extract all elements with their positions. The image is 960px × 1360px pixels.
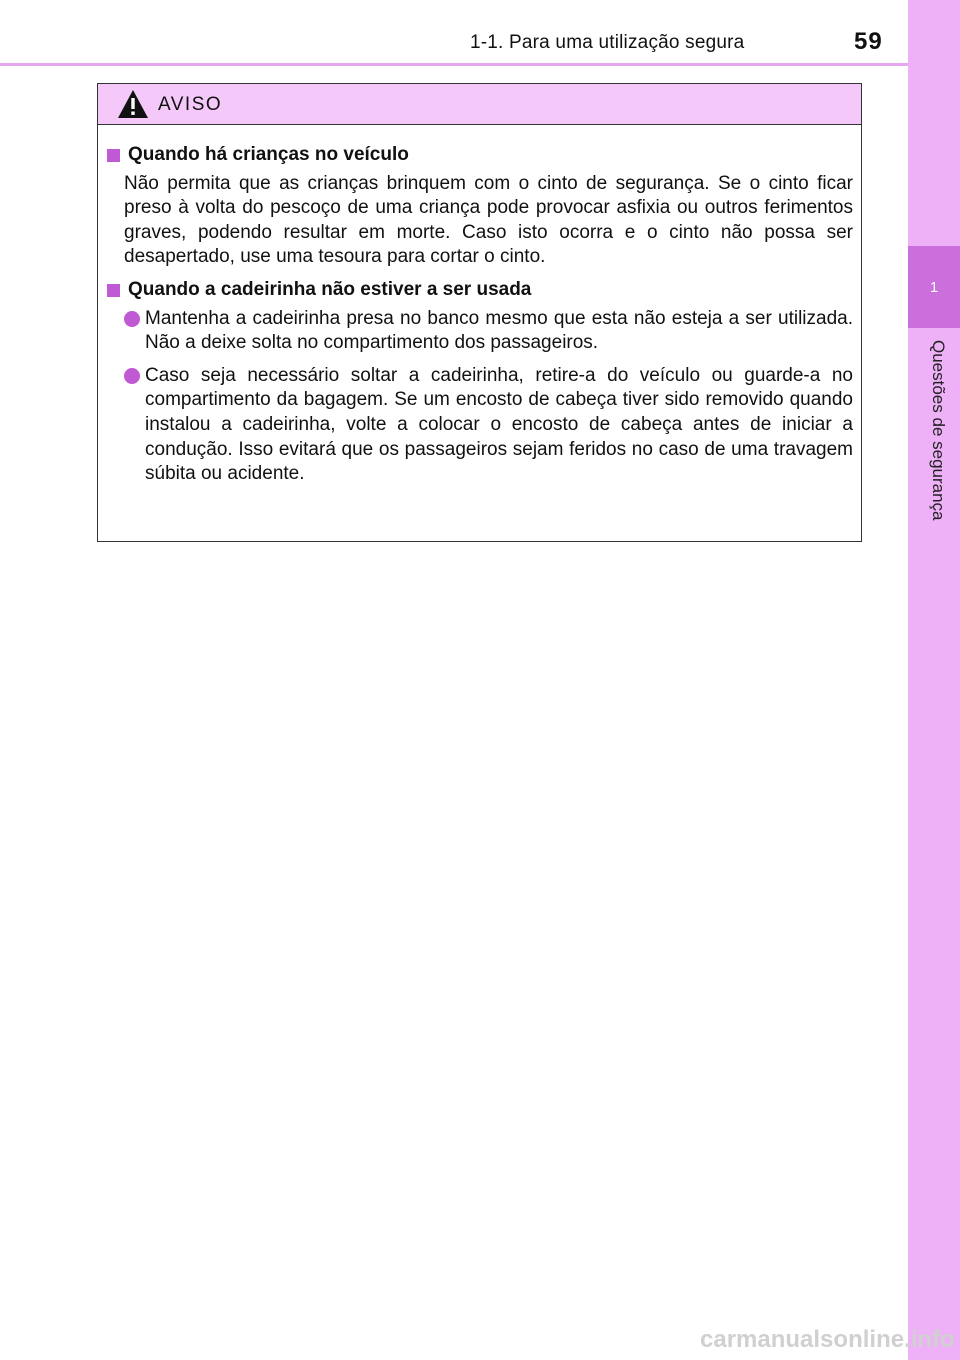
warning-box [97,83,862,542]
chapter-number: 1 [929,278,939,296]
section-heading-child-seat [107,278,853,303]
list-item [107,307,853,356]
side-tab [908,0,960,1360]
list-item-text: Mantenha a cadeirinha presa no banco mesmo que esta não esteja a ser utilizada. Não a deixe solta no compartimento dos passageiros. [145,307,853,354]
circle-bullet-icon [124,311,140,327]
page-number: 59 [854,28,883,55]
header-divider [0,63,908,66]
chapter-label-text: Questões de segurança [929,340,948,521]
warning-title: AVISO [158,94,223,115]
section-header: 1-1. Para uma utilização segura [470,32,745,53]
square-bullet-icon [107,149,120,162]
list-item [107,364,853,487]
section-paragraph: Não permita que as crianças brinquem com o cinto de segurança. Se o cinto ficar preso à volta do pescoço de uma criança pode provocar asfixia ou outros ferimentos graves, podendo resultar em morte. Caso isto ocorra e o cinto não possa ser desapertado, use uma tesoura para cortar o cinto. [124,172,853,268]
list-item-text: Caso seja necessário soltar a cadeirinha, retire-a do veículo ou guarde-a no compartimento da bagagem. Se um encosto de cabeça tiver sido removido quando instalou a cadeirinha, volte a colocar o encosto de cabeça antes de iniciar a condução. Isso evitará que os passageiros sejam feridos no caso de uma travagem súbita ou acidente. [145,364,853,485]
circle-bullet-icon [124,368,140,384]
chapter-number-tab[interactable] [908,246,960,328]
warning-header [98,84,861,125]
section-heading-children [107,143,853,168]
chapter-label [929,340,954,570]
watermark: carmanualsonline.info [700,1326,955,1353]
square-bullet-icon [107,284,120,297]
section-heading-text: Quando há crianças no veículo [128,144,409,165]
section-heading-text: Quando a cadeirinha não estiver a ser usada [128,278,532,300]
warning-body [98,125,861,487]
warning-triangle-icon [116,88,150,120]
